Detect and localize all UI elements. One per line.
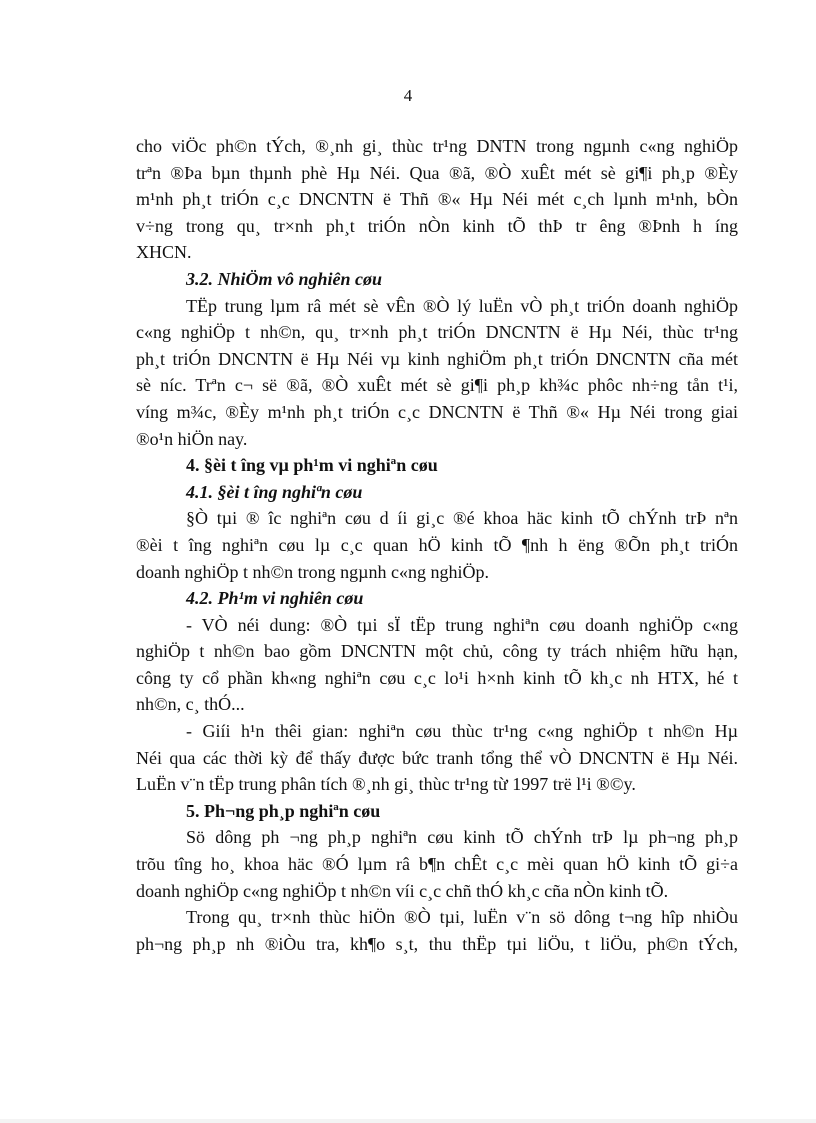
- text-line: doanh nghiÖp t nh©n trong ngµnh c«ng nghiÖp.: [136, 561, 490, 582]
- text-line: ®èi t îng nghiªn cøu lµ c¸c quan hÖ kinh tÕ ¶nh h ëng ®Õn ph¸t triÓn: [136, 534, 738, 555]
- text-line: TËp trung lµm râ mét sè vÊn ®Ò lý luËn vÒ ph¸t triÓn doanh nghiÖp: [186, 295, 738, 316]
- page-number: 4: [403, 86, 413, 105]
- text-line: doanh nghiÖp c«ng nghiÖp t nh©n víi c¸c chñ thÓ kh¸c cña nÒn kinh tÕ.: [136, 880, 669, 901]
- text-line: c«ng nghiÖp t nh©n, qu¸ tr×nh ph¸t triÓn DNCNTN ë Hµ Néi, thùc tr¹ng: [136, 322, 738, 343]
- text-line: §Ò tµi ® îc nghiªn cøu d íi gi¸c ®é khoa häc kinh tÕ chÝnh trÞ nªn: [186, 508, 738, 529]
- section-heading: 4.2. Ph¹m vi nghiên cøu: [186, 588, 364, 609]
- text-line: cho viÖc ph©n tÝch, ®¸nh gi¸ thùc tr¹ng DNTN trong ngµnh c«ng nghiÖp: [136, 136, 738, 156]
- section-heading: 5. Ph¬ng ph¸p nghiªn cøu: [186, 800, 381, 821]
- text-line: ®o¹n hiÖn nay.: [136, 428, 248, 449]
- text-line: v÷ng trong qu¸ tr×nh ph¸t triÓn nÒn kinh tÕ thÞ tr êng ®Þnh h íng: [136, 215, 738, 236]
- text-line: sè níc. Trªn c¬ së ®ã, ®Ò xuÊt mét sè gi¶i ph¸p kh¾c phôc nh÷ng tån t¹i,: [136, 375, 738, 396]
- text-line: XHCN.: [136, 242, 192, 263]
- text-line: - VÒ néi dung: ®Ò tµi sÏ tËp trung nghiªn cøu doanh nghiÖp c«ng: [186, 614, 738, 635]
- text-line: víng m¾c, ®Èy m¹nh ph¸t triÓn c¸c DNCNTN ë Thñ ®« Hµ Néi trong giai: [136, 401, 738, 422]
- section-heading: 4.1. §èi t îng nghiªn cøu: [186, 481, 363, 502]
- text-line: nh©n, c¸ thÓ...: [136, 694, 245, 715]
- text-line: - Giíi h¹n thêi gian: nghiªn cøu thùc tr¹ng c«ng nghiÖp t nh©n Hµ: [186, 721, 738, 742]
- section-heading: 4. §èi t îng vµ ph¹m vi nghiªn cøu: [186, 455, 438, 476]
- body-text: [136, 133, 738, 957]
- page-bottom-edge: [0, 1119, 816, 1123]
- text-line: công ty cổ phần kh«ng nghiªn cøu c¸c lo¹i h×nh kinh tÕ kh¸c nh HTX, hé t: [136, 667, 738, 688]
- text-line: trõu tîng ho¸ khoa häc ®Ó lµm râ b¶n chÊt c¸c mèi quan hÖ kinh tÕ gi÷a: [136, 854, 738, 875]
- text-line: ph¸t triÓn DNCNTN ë Hµ Néi vµ kinh nghiÖm ph¸t triÓn DNCNTN cña mét: [136, 348, 738, 369]
- text-line: LuËn v¨n tËp trung phân tích ®¸nh gi¸ thùc tr¹ng từ 1997 trë l¹i ®©y.: [136, 774, 636, 795]
- section-heading: 3.2. NhiÖm vô nghiên cøu: [186, 268, 383, 289]
- text-line: Néi qua các thời kỳ để thấy được bức tranh tổng thể vÒ DNCNTN ë Hµ Néi.: [136, 747, 738, 768]
- text-line: Sö dông ph ¬ng ph¸p nghiªn cøu kinh tÕ chÝnh trÞ lµ ph¬ng ph¸p: [186, 827, 738, 848]
- text-line: nghiÖp t nh©n bao gồm DNCNTN một chủ, công ty trách nhiệm hữu hạn,: [136, 641, 738, 662]
- text-line: m¹nh ph¸t triÓn c¸c DNCNTN ë Thñ ®« Hµ Néi mét c¸ch lµnh m¹nh, bÒn: [136, 189, 738, 210]
- text-line: trªn ®Þa bµn thµnh phè Hµ Néi. Qua ®ã, ®Ò xuÊt mét sè gi¶i ph¸p ®Èy: [136, 162, 738, 183]
- text-line: ph¬ng ph¸p nh ®iÒu tra, kh¶o s¸t, thu thËp tµi liÖu, t liÖu, ph©n tÝch,: [136, 933, 738, 954]
- text-line: Trong qu¸ tr×nh thùc hiÖn ®Ò tµi, luËn v¨n sö dông t¬ng hîp nhiÒu: [186, 907, 738, 928]
